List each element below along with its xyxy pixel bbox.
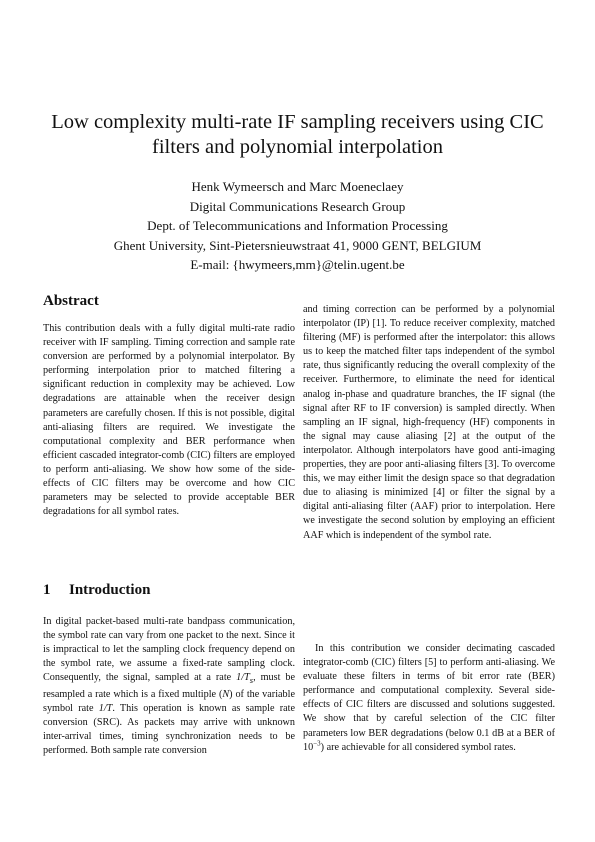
paper-title — [40, 110, 555, 160]
introduction-heading — [43, 582, 150, 599]
multiple-symbol: N — [222, 688, 230, 700]
sampling-rate-symbol: 1/T — [236, 672, 250, 684]
continued-paragraph: and timing correction can be performed by a polynomial interpolator (IP) [1]. To reduce receiver complexity, matched filtering (MF) is performed after the interpolator: this allows us to keep the matched filter taps independent of the symbol rate, thus significantly reducing the overall complexity of the receiver. Furthermore, to eliminate the need for identical analog in-phase and quadrature branches, the IF signal (the signal after RF to IF conversion) is sampled directly. When sampling an IF signal, high-frequency (HF) components in the signal may cause aliasing [2] at the output of the interpolator. Although interpolators have good anti-imaging properties, they are poor anti-aliasing filters [3]. To overcome this, we may either limit the design space so that degradation due to aliasing is minimized [4] or filter the signal by a digital anti-aliasing filter (AAF) prior to interpolation. Here we investigate the second solution by employing an efficient AAF which is independent of the symbol rate. — [303, 304, 555, 541]
abstract-heading: Abstract — [43, 293, 99, 309]
department: Dept. of Telecommunications and Information Processing — [147, 218, 448, 233]
section-title: Introduction — [69, 582, 151, 598]
research-group: Digital Communications Research Group — [189, 198, 406, 214]
right-column-paragraph-1 — [303, 303, 555, 543]
sampling-rate-subscript: s — [249, 675, 254, 686]
symbol-rate-symbol: 1/T — [98, 702, 113, 714]
author-block — [40, 177, 555, 275]
abstract-text — [43, 322, 295, 519]
title-line-2: filters and polynomial interpolation — [152, 136, 443, 158]
university-address: Ghent University, Sint-Pietersnieuwstraat 41, 9000 GENT, BELGIUM — [113, 237, 482, 253]
intro-text-part-a: In digital packet-based multi-rate bandpass communication, the symbol rate can vary from one packet to the next. Since it is impractical to let the sampling clock frequency depend on the symbol rate, we assume a fixed-rate sampling clock. Consequently, the signal, sampled at a rate — [43, 616, 295, 684]
ber-exponent: −3 — [313, 739, 321, 748]
section-number: 1 — [43, 582, 51, 598]
contribution-text-a: In this contribution we consider decimating cascaded integrator-comb (CIC) filters [5] to perform anti-aliasing. We evaluate these filters in terms of bit error rate (BER) performance and computational complexity. Several side-effects of CIC filters are discussed and solutions suggested. We show that by careful selection of the CIC filter parameters low BER degradations (below 0.1 dB at a BER of 10 — [303, 643, 555, 753]
intro-text-part-d: . This operation is known as sample rate conversion (SRC). As packets may arrive with unknown inter-arrival times, timing synchronization needs to be performed. Both sample rate conversion — [43, 702, 295, 756]
author-email: E-mail: {hwymeers,mm}@telin.ugent.be — [190, 257, 405, 272]
introduction-paragraph — [43, 615, 295, 758]
contribution-text-b: ) are achievable for all considered symbol rates. — [320, 741, 516, 753]
intro-text-part-c: ) of the variable symbol rate — [43, 688, 295, 714]
intro-text-part-b: , must be resampled a rate which is a fixed multiple ( — [43, 672, 295, 700]
introduction-text — [43, 615, 295, 758]
author-names: Henk Wymeersch and Marc Moeneclaey — [191, 179, 404, 194]
title-line-1: Low complexity multi-rate IF sampling receivers using CIC — [51, 111, 544, 133]
contribution-paragraph — [303, 642, 555, 755]
right-column-paragraph-2 — [303, 642, 555, 755]
abstract-paragraph: This contribution deals with a fully digital multi-rate radio receiver with IF sampling. Timing correction and sample rate conversion are performed by a polynomial interpolator. By performing interpolation prior to matched filtering a significant reduction in complexity may be achieved. Low degradations are attainable when the receiver design parameters are carefully chosen. If this is not possible, digital anti-aliasing filters are required. We investigate the computational complexity and BER performance when efficient cascaded integrator-comb (CIC) filters are employed to perform anti-aliasing. We show how some of the side-effects of CIC filters may be overcome and how CIC parameters may be selected to provide acceptable BER degradations for all symbol rates. — [43, 323, 295, 518]
